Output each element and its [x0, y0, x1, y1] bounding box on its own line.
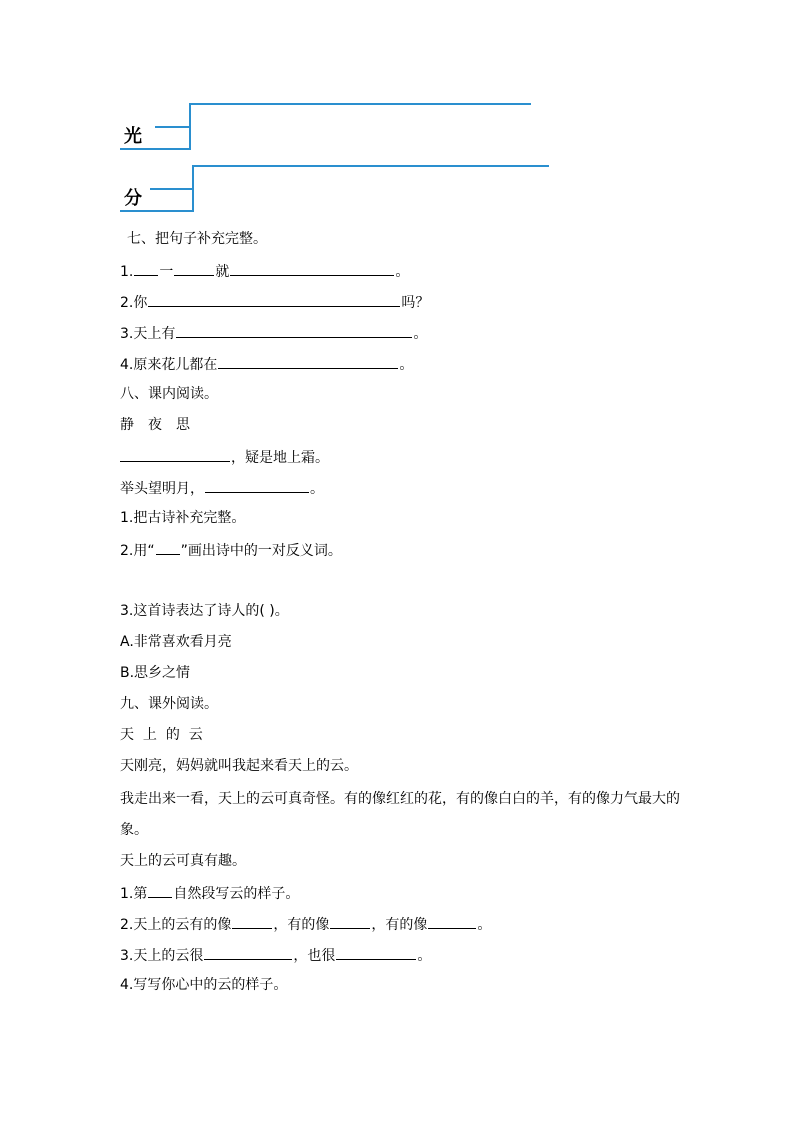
- s8-q2: 2.用“ ”画出诗中的一对反义词。: [120, 540, 342, 558]
- s8-q1: 1.把古诗补充完整。: [120, 510, 246, 526]
- blank[interactable]: [330, 914, 370, 929]
- blank[interactable]: [336, 945, 416, 960]
- blank[interactable]: [205, 478, 309, 493]
- passage-title: 天 上 的 云: [120, 727, 203, 743]
- s7-item-4: 4.原来花儿都在 。: [120, 354, 413, 372]
- s7-item-1: 1. 一 就 。: [120, 261, 409, 279]
- blank[interactable]: [428, 914, 476, 929]
- blank[interactable]: [218, 354, 398, 369]
- section9-heading: 九、课外阅读。: [120, 696, 218, 712]
- poem-line-1: ，疑是地上霜。: [120, 447, 329, 465]
- s9-q1: 1.第 自然段写云的样子。: [120, 883, 299, 901]
- blank[interactable]: [204, 945, 292, 960]
- s8-option-a: A.非常喜欢看月亮: [120, 634, 232, 650]
- blank[interactable]: [120, 447, 230, 462]
- s8-option-b: B.思乡之情: [120, 665, 191, 681]
- passage-p2b: 象。: [120, 822, 148, 838]
- s9-q3: 3.天上的云很 ，也很 。: [120, 945, 431, 963]
- s9-q4: 4.写写你心中的云的样子。: [120, 977, 288, 993]
- blank[interactable]: [134, 261, 158, 276]
- underline-sample: [156, 540, 180, 555]
- poem-line-2: 举头望明月， 。: [120, 478, 324, 496]
- blank[interactable]: [176, 323, 412, 338]
- s8-q3: 3.这首诗表达了诗人的( )。: [120, 603, 289, 619]
- blank[interactable]: [148, 292, 400, 307]
- blank[interactable]: [174, 261, 214, 276]
- s9-q2: 2.天上的云有的像 ，有的像 ，有的像 。: [120, 914, 491, 932]
- passage-p1: 天刚亮，妈妈就叫我起来看天上的云。: [120, 758, 358, 774]
- section7-heading: 七、把句子补充完整。: [127, 231, 267, 247]
- blank[interactable]: [230, 261, 394, 276]
- s7-item-2: 2.你 吗？: [120, 292, 429, 310]
- poem-title: 静 夜 思: [120, 417, 190, 433]
- stair-char-1: 光: [124, 126, 142, 147]
- section8-heading: 八、课内阅读。: [120, 386, 218, 402]
- stair-lines: [0, 0, 794, 260]
- s7-item-3: 3.天上有 。: [120, 323, 427, 341]
- blank[interactable]: [232, 914, 272, 929]
- blank[interactable]: [148, 883, 172, 898]
- stair-char-2: 分: [124, 188, 142, 209]
- passage-p3: 天上的云可真有趣。: [120, 853, 246, 869]
- passage-p2a: 我走出来一看，天上的云可真奇怪。有的像红红的花，有的像白白的羊，有的像力气最大的: [120, 791, 680, 807]
